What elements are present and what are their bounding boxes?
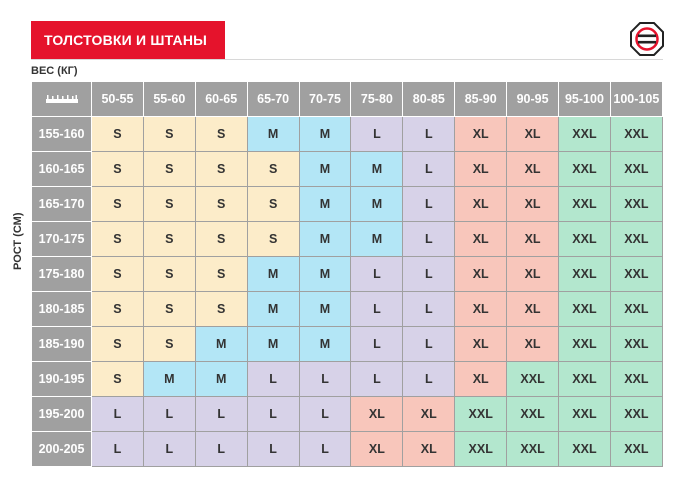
size-cell: XXL <box>559 362 611 397</box>
size-cell: XXL <box>610 187 662 222</box>
size-cell: XXL <box>610 397 662 432</box>
size-cell: M <box>299 327 351 362</box>
size-cell: XL <box>455 362 507 397</box>
size-cell: M <box>247 257 299 292</box>
size-cell: M <box>299 187 351 222</box>
size-cell: L <box>403 222 455 257</box>
height-row-header: 170-175 <box>32 222 92 257</box>
size-cell: XL <box>455 222 507 257</box>
size-cell: L <box>92 432 144 467</box>
size-cell: XXL <box>559 292 611 327</box>
size-cell: XXL <box>559 397 611 432</box>
table-corner-cell <box>32 82 92 117</box>
size-cell: L <box>403 187 455 222</box>
size-cell: L <box>351 292 403 327</box>
table-row <box>32 152 663 187</box>
weight-column-header: 95-100 <box>559 82 611 117</box>
size-cell: L <box>247 362 299 397</box>
table-header-row <box>32 82 663 117</box>
weight-column-header: 55-60 <box>143 82 195 117</box>
size-cell: M <box>299 222 351 257</box>
table-row <box>32 362 663 397</box>
size-cell: S <box>143 292 195 327</box>
weight-column-header: 70-75 <box>299 82 351 117</box>
height-row-header: 175-180 <box>32 257 92 292</box>
size-cell: M <box>351 222 403 257</box>
size-cell: L <box>143 397 195 432</box>
size-cell: XXL <box>610 257 662 292</box>
weight-column-header: 65-70 <box>247 82 299 117</box>
brand-shield-logo-icon <box>630 22 664 56</box>
size-cell: XXL <box>610 327 662 362</box>
size-cell: M <box>247 292 299 327</box>
size-cell: S <box>143 257 195 292</box>
height-row-header: 195-200 <box>32 397 92 432</box>
size-cell: XL <box>455 152 507 187</box>
weight-column-header: 85-90 <box>455 82 507 117</box>
size-cell: L <box>195 397 247 432</box>
size-cell: XL <box>403 432 455 467</box>
weight-axis-label: ВЕС (КГ) <box>31 65 78 77</box>
size-cell: S <box>247 187 299 222</box>
table-row <box>32 432 663 467</box>
height-row-header: 165-170 <box>32 187 92 222</box>
size-cell: XXL <box>559 327 611 362</box>
size-cell: XXL <box>610 432 662 467</box>
weight-column-header: 75-80 <box>351 82 403 117</box>
size-cell: XL <box>507 152 559 187</box>
size-cell: M <box>299 292 351 327</box>
table-row <box>32 292 663 327</box>
page-title: ТОЛСТОВКИ И ШТАНЫ <box>31 21 225 59</box>
size-cell: XL <box>455 117 507 152</box>
size-cell: L <box>403 292 455 327</box>
height-axis-label: РОСТ (СМ) <box>12 212 24 270</box>
size-cell: S <box>195 257 247 292</box>
size-cell: M <box>247 327 299 362</box>
size-cell: XL <box>507 187 559 222</box>
size-cell: L <box>299 362 351 397</box>
height-row-header: 160-165 <box>32 152 92 187</box>
size-cell: XXL <box>455 432 507 467</box>
size-cell: XL <box>403 397 455 432</box>
size-cell: XL <box>507 222 559 257</box>
size-cell: XXL <box>455 397 507 432</box>
weight-column-header: 50-55 <box>92 82 144 117</box>
size-cell: S <box>92 152 144 187</box>
size-cell: XXL <box>559 117 611 152</box>
table-row <box>32 222 663 257</box>
size-cell: S <box>92 187 144 222</box>
size-cell: XXL <box>559 152 611 187</box>
size-cell: S <box>195 117 247 152</box>
size-cell: M <box>299 152 351 187</box>
size-cell: S <box>195 292 247 327</box>
size-cell: XL <box>455 327 507 362</box>
size-cell: S <box>195 187 247 222</box>
table-row <box>32 257 663 292</box>
size-cell: XL <box>507 257 559 292</box>
size-cell: XXL <box>559 257 611 292</box>
size-cell: XXL <box>507 432 559 467</box>
size-cell: L <box>403 362 455 397</box>
size-cell: XXL <box>559 222 611 257</box>
size-cell: S <box>195 152 247 187</box>
table-row <box>32 327 663 362</box>
size-cell: XL <box>507 117 559 152</box>
size-cell: S <box>92 257 144 292</box>
size-cell: M <box>143 362 195 397</box>
size-cell: XL <box>507 292 559 327</box>
title-divider <box>31 59 663 60</box>
size-cell: M <box>299 117 351 152</box>
size-cell: XL <box>455 257 507 292</box>
ruler-icon <box>46 94 78 103</box>
height-row-header: 185-190 <box>32 327 92 362</box>
size-cell: L <box>195 432 247 467</box>
size-cell: S <box>195 222 247 257</box>
size-cell: S <box>247 152 299 187</box>
size-cell: S <box>92 222 144 257</box>
size-cell: S <box>143 187 195 222</box>
height-row-header: 190-195 <box>32 362 92 397</box>
weight-column-header: 60-65 <box>195 82 247 117</box>
size-cell: S <box>143 152 195 187</box>
height-row-header: 200-205 <box>32 432 92 467</box>
size-cell: XXL <box>610 152 662 187</box>
size-chart-table <box>31 81 663 467</box>
size-cell: M <box>247 117 299 152</box>
size-cell: S <box>143 222 195 257</box>
size-cell: XXL <box>610 222 662 257</box>
size-cell: L <box>299 432 351 467</box>
size-cell: XXL <box>610 117 662 152</box>
size-cell: XL <box>507 327 559 362</box>
size-cell: XL <box>455 187 507 222</box>
table-row <box>32 117 663 152</box>
size-cell: L <box>351 327 403 362</box>
weight-column-header: 80-85 <box>403 82 455 117</box>
size-cell: S <box>247 222 299 257</box>
size-cell: S <box>92 117 144 152</box>
size-cell: S <box>92 327 144 362</box>
size-cell: M <box>299 257 351 292</box>
size-cell: L <box>351 117 403 152</box>
size-cell: XL <box>351 432 403 467</box>
size-cell: XXL <box>507 362 559 397</box>
size-cell: XXL <box>610 292 662 327</box>
size-cell: L <box>92 397 144 432</box>
size-cell: M <box>351 152 403 187</box>
weight-column-header: 100-105 <box>610 82 662 117</box>
size-cell: L <box>403 257 455 292</box>
size-cell: XXL <box>610 362 662 397</box>
size-cell: L <box>351 362 403 397</box>
size-cell: M <box>195 327 247 362</box>
size-cell: XXL <box>559 187 611 222</box>
size-cell: L <box>247 432 299 467</box>
size-cell: M <box>351 187 403 222</box>
table-row <box>32 397 663 432</box>
size-cell: S <box>143 117 195 152</box>
size-cell: S <box>143 327 195 362</box>
size-cell: S <box>92 362 144 397</box>
size-cell: L <box>299 397 351 432</box>
size-cell: XL <box>455 292 507 327</box>
size-cell: L <box>247 397 299 432</box>
size-cell: L <box>403 327 455 362</box>
size-cell: XXL <box>559 432 611 467</box>
size-cell: XL <box>351 397 403 432</box>
size-cell: M <box>195 362 247 397</box>
size-cell: L <box>403 152 455 187</box>
weight-column-header: 90-95 <box>507 82 559 117</box>
table-row <box>32 187 663 222</box>
size-cell: S <box>92 292 144 327</box>
size-chart-body <box>32 117 663 467</box>
size-cell: L <box>351 257 403 292</box>
height-row-header: 180-185 <box>32 292 92 327</box>
size-cell: XXL <box>507 397 559 432</box>
height-row-header: 155-160 <box>32 117 92 152</box>
size-cell: L <box>403 117 455 152</box>
size-cell: L <box>143 432 195 467</box>
